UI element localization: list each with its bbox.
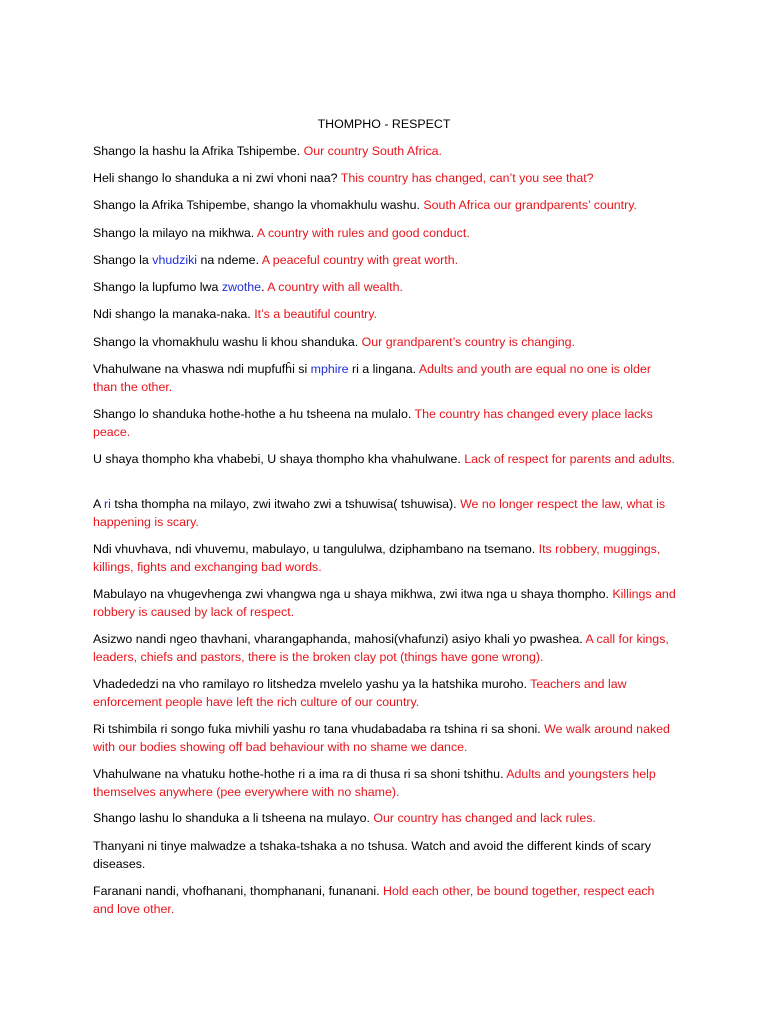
- venda-text: na ndeme.: [197, 253, 262, 267]
- venda-text: Vhahulwane na vhatuku hothe-hothe ri a ima ra di thusa ri sa shoni tshithu.: [93, 767, 507, 781]
- english-translation: A peaceful country with great worth.: [261, 253, 459, 267]
- paragraph: [93, 406, 678, 441]
- english-translation: A country with rules and good conduct.: [256, 226, 470, 240]
- english-translation: The country has changed every place lacks peace.: [93, 407, 653, 439]
- venda-text: Ndi shango la manaka-naka.: [93, 307, 255, 321]
- english-translation: This country has changed, can’t you see that?: [340, 171, 594, 185]
- english-translation: Its robbery, muggings, killings, fights and exchanging bad words.: [93, 542, 661, 574]
- venda-text: .: [261, 280, 268, 294]
- paragraph: [93, 676, 678, 711]
- paragraph: [93, 838, 678, 873]
- paragraph: [93, 306, 678, 324]
- venda-text: Mabulayo na vhugevhenga zwi vhangwa nga u shaya mikhwa, zwi itwa nga u shaya thompho.: [93, 587, 613, 601]
- english-translation: A country with all wealth.: [267, 280, 403, 294]
- paragraph: [93, 586, 678, 621]
- english-translation: We no longer respect the law, what is happening is scary.: [93, 497, 666, 529]
- venda-text: tsha thompha na milayo, zwi itwaho zwi a tshuwisa( tshuwisa).: [110, 497, 461, 511]
- paragraph: [93, 451, 678, 469]
- venda-text: Shango la Afrika Tshipembe, shango la vhomakhulu washu.: [93, 198, 424, 212]
- paragraph: [93, 143, 678, 161]
- venda-text: Asizwo nandi ngeo thavhani, vharangaphanda, mahosi(vhafunzi) asiyo khali yo pwashea.: [93, 632, 586, 646]
- venda-text: Shango lo shanduka hothe-hothe a hu tsheena na mulalo.: [93, 407, 415, 421]
- document-title: THOMPHO - RESPECT: [317, 117, 451, 131]
- english-translation: Teachers and law enforcement people have left the rich culture of our country.: [93, 677, 627, 709]
- paragraph: [93, 252, 678, 270]
- venda-text: Shango la hashu la Afrika Tshipembe.: [93, 144, 304, 158]
- paragraph: [93, 721, 678, 756]
- paragraph: [93, 225, 678, 243]
- venda-text: Shango la milayo na mikhwa.: [93, 226, 257, 240]
- english-translation: Lack of respect for parents and adults.: [464, 452, 676, 466]
- english-translation: Our country has changed and lack rules.: [373, 811, 596, 825]
- highlighted-word: zwothe: [221, 280, 262, 294]
- paragraph: [93, 170, 678, 188]
- paragraph: [93, 361, 678, 396]
- paragraph: [93, 496, 678, 531]
- venda-text: Thanyani ni tinye malwadze a tshaka-tshaka a no tshusa. Watch and avoid the different kinds of scary diseases.: [93, 839, 651, 871]
- venda-text: A: [93, 497, 105, 511]
- english-translation: Hold each other, be bound together, respect each and love other.: [93, 884, 655, 916]
- venda-text: Faranani nandi, vhofhanani, thomphanani, funanani.: [93, 884, 384, 898]
- venda-text: Shango la vhomakhulu washu li khou shanduka.: [93, 335, 362, 349]
- paragraph: [93, 541, 678, 576]
- paragraph: [93, 883, 678, 918]
- english-translation: A call for kings, leaders, chiefs and pastors, there is the broken clay pot (things have gone wrong).: [93, 632, 669, 664]
- highlighted-word: vhudziki: [152, 253, 198, 267]
- venda-text: Shango la: [93, 253, 153, 267]
- paragraph: [93, 197, 678, 215]
- english-translation: Adults and youngsters help themselves anywhere (pee everywhere with no shame).: [93, 767, 656, 799]
- venda-text: Vhadededzi na vho ramilayo ro litshedza mvelelo yashu ya la hatshika muroho.: [93, 677, 531, 691]
- venda-text: Shango la lupfumo lwa: [93, 280, 222, 294]
- paragraph: [93, 279, 678, 297]
- english-translation: It’s a beautiful country.: [254, 307, 378, 321]
- highlighted-word: mphire: [310, 362, 349, 376]
- venda-text: Ri tshimbila ri songo fuka mivhili yashu ro tana vhudabadaba ra tshina ri sa shoni.: [93, 722, 545, 736]
- venda-text: Ndi vhuvhava, ndi vhuvemu, mabulayo, u tangululwa, dziphambano na tsemano.: [93, 542, 539, 556]
- venda-text: Heli shango lo shanduka a ni zwi vhoni naa?: [93, 171, 341, 185]
- paragraph: [93, 810, 678, 828]
- english-translation: South Africa our grandparents’ country.: [423, 198, 637, 212]
- venda-text: ri a lingana.: [348, 362, 419, 376]
- english-translation: Adults and youth are equal no one is older than the other.: [93, 362, 651, 394]
- venda-text: Shango lashu lo shanduka a li tsheena na mulayo.: [93, 811, 374, 825]
- english-translation: Killings and robbery is caused by lack of respect.: [93, 587, 676, 619]
- paragraph: [93, 631, 678, 666]
- venda-text: U shaya thompho kha vhabebi, U shaya thompho kha vhahulwane.: [93, 452, 465, 466]
- english-translation: Our country South Africa.: [303, 144, 442, 158]
- paragraph: [93, 334, 678, 352]
- venda-text: Vhahulwane na vhaswa ndi mupfufĥi si: [93, 362, 311, 376]
- english-translation: We walk around naked with our bodies showing off bad behaviour with no shame we dance.: [93, 722, 670, 754]
- highlighted-word: ri: [104, 497, 111, 511]
- paragraph: [93, 766, 678, 801]
- english-translation: Our grandparent’s country is changing.: [361, 335, 575, 349]
